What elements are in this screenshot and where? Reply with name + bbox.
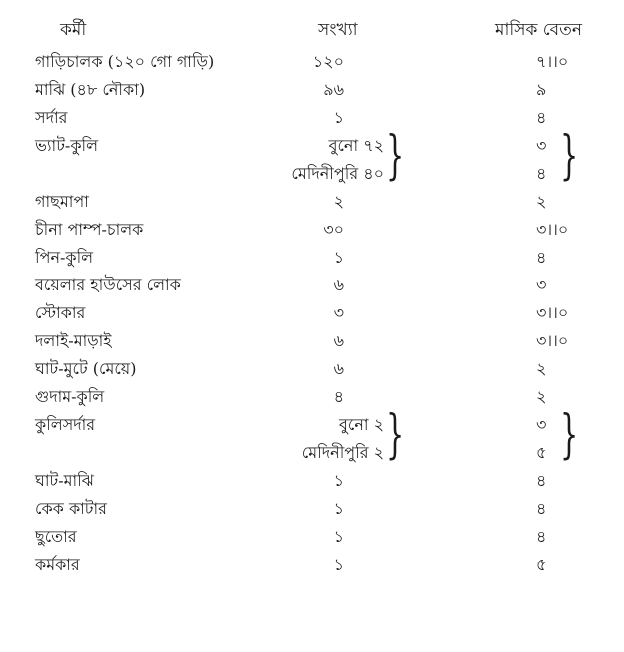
row-name: কেক কাটার	[35, 498, 107, 518]
row-name: পিন-কুলি	[35, 247, 94, 267]
row-name: স্টোকার	[35, 303, 86, 323]
row-name: ঘাট-মুটে (মেয়ে)	[35, 359, 137, 379]
brace-salary: }	[560, 125, 579, 186]
row-name: গাড়িচালক (১২০ গো গাড়ি)	[35, 52, 215, 71]
header-name: কর্মী	[60, 20, 87, 40]
row-count: ৪	[333, 387, 344, 406]
row-salary: ৩	[536, 275, 547, 295]
row-count: ১	[333, 247, 344, 267]
row-name: চীনা পাম্প-চালক	[35, 219, 144, 239]
row-sub-count: বুনো ৭২	[328, 135, 384, 155]
row-salary: ৩।।০	[536, 303, 569, 323]
row-count: ১	[333, 498, 344, 518]
row-count: ৩	[333, 303, 344, 323]
row-name: গাছমাপা	[35, 191, 89, 211]
brace-salary: }	[560, 404, 579, 465]
row-name: বয়েলার হাউসের লোক	[35, 275, 181, 295]
row-salary: ৪	[536, 107, 547, 127]
row-salary: ২	[536, 387, 547, 406]
row-name: ভ্যাট-কুলি	[35, 135, 99, 155]
header-salary: মাসিক বেতন	[495, 20, 583, 40]
row-name: ছুতোর	[35, 526, 77, 546]
row-salary: ৫	[536, 554, 547, 574]
row-name: দলাই-মাড়াই	[35, 331, 112, 351]
row-name: ঘাট-মাঝি	[35, 470, 94, 490]
header-count: সংখ্যা	[318, 20, 358, 40]
row-sub-salary: ৩	[536, 135, 547, 155]
row-sub-count: মেদিনীপুরি ২	[301, 442, 384, 462]
row-count: ৬	[333, 359, 344, 379]
row-count: ৬	[333, 275, 344, 295]
row-count: ১	[333, 107, 344, 127]
row-salary: ৯	[536, 79, 547, 99]
row-count: ৩০	[323, 219, 344, 239]
row-name: কর্মকার	[35, 554, 80, 574]
row-salary: ৭।।০	[536, 52, 569, 71]
row-salary: ৪	[536, 498, 547, 518]
row-count: ৯৬	[323, 79, 344, 99]
row-salary: ৪	[536, 247, 547, 267]
row-sub-count: মেদিনীপুরি ৪০	[291, 163, 384, 183]
row-name: কুলিসর্দার	[35, 414, 96, 434]
row-count: ২	[333, 191, 344, 211]
row-name: সর্দার	[35, 107, 68, 127]
row-salary: ৩।।০	[536, 331, 569, 351]
row-sub-salary: ৪	[536, 163, 547, 183]
row-count: ১	[333, 554, 344, 574]
row-sub-salary: ৫	[536, 442, 547, 462]
row-salary: ২	[536, 359, 547, 379]
brace-count: }	[386, 125, 405, 186]
row-count: ৬	[333, 331, 344, 351]
row-sub-count: বুনো ২	[338, 414, 384, 434]
row-sub-salary: ৩	[536, 414, 547, 434]
row-salary: ৩।।০	[536, 219, 569, 239]
row-name: মাঝি (৪৮ নৌকা)	[35, 79, 146, 99]
row-count: ১	[333, 526, 344, 546]
row-name: গুদাম-কুলি	[35, 387, 105, 406]
row-salary: ৪	[536, 470, 547, 490]
row-count: ১	[333, 470, 344, 490]
row-count: ১২০	[312, 52, 344, 71]
row-salary: ৪	[536, 526, 547, 546]
row-salary: ২	[536, 191, 547, 211]
brace-count: }	[386, 404, 405, 465]
